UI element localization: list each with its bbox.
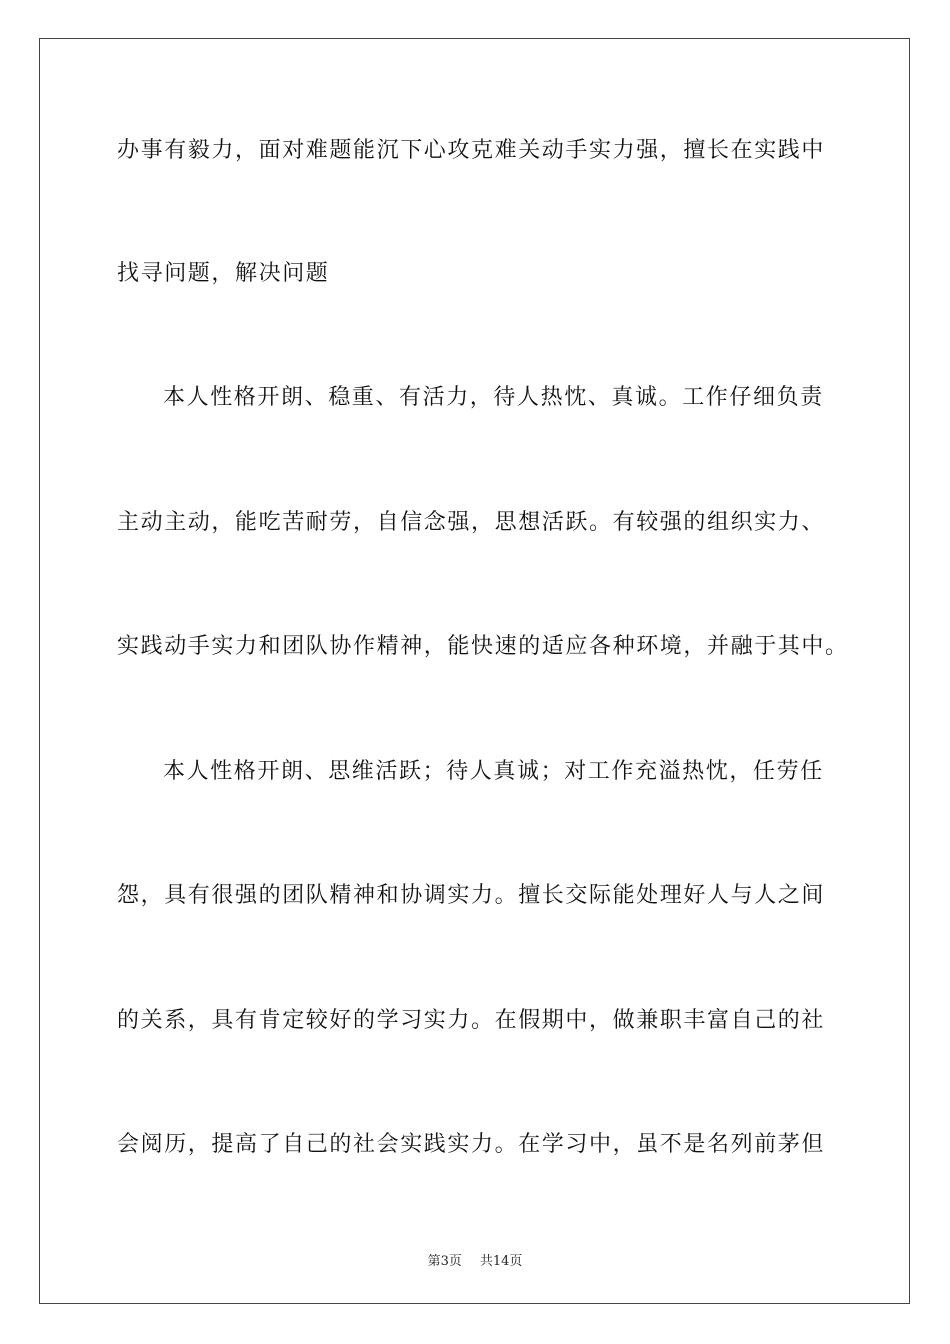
- text-line-3: 本人性格开朗、稳重、有活力，待人热忱、真诚。工作仔细负责: [163, 385, 824, 410]
- text-line-8: 的关系，具有肯定较好的学习实力。在假期中，做兼职丰富自己的社: [117, 1008, 826, 1033]
- text-line-1: 办事有毅力，面对难题能沉下心攻克难关动手实力强，擅长在实践中: [117, 138, 826, 163]
- text-line-7: 怨，具有很强的团队精神和协调实力。擅长交际能处理好人与人之间: [117, 883, 826, 908]
- text-line-5: 实践动手实力和团队协作精神，能快速的适应各种环境，并融于其中。: [117, 634, 849, 659]
- text-line-4: 主动主动，能吃苦耐劳，自信念强，思想活跃。有较强的组织实力、: [117, 510, 826, 535]
- text-line-6: 本人性格开朗、思维活跃；待人真诚；对工作充溢热忱，任劳任: [163, 759, 824, 784]
- page-footer: [0, 1250, 950, 1269]
- page-frame: [39, 38, 910, 1304]
- page-total: 共14页: [479, 1254, 523, 1269]
- page-number: 第3页: [427, 1254, 462, 1269]
- text-line-2: 找寻问题，解决问题: [117, 261, 330, 286]
- text-line-9: 会阅历，提高了自己的社会实践实力。在学习中，虽不是名列前茅但: [117, 1132, 826, 1157]
